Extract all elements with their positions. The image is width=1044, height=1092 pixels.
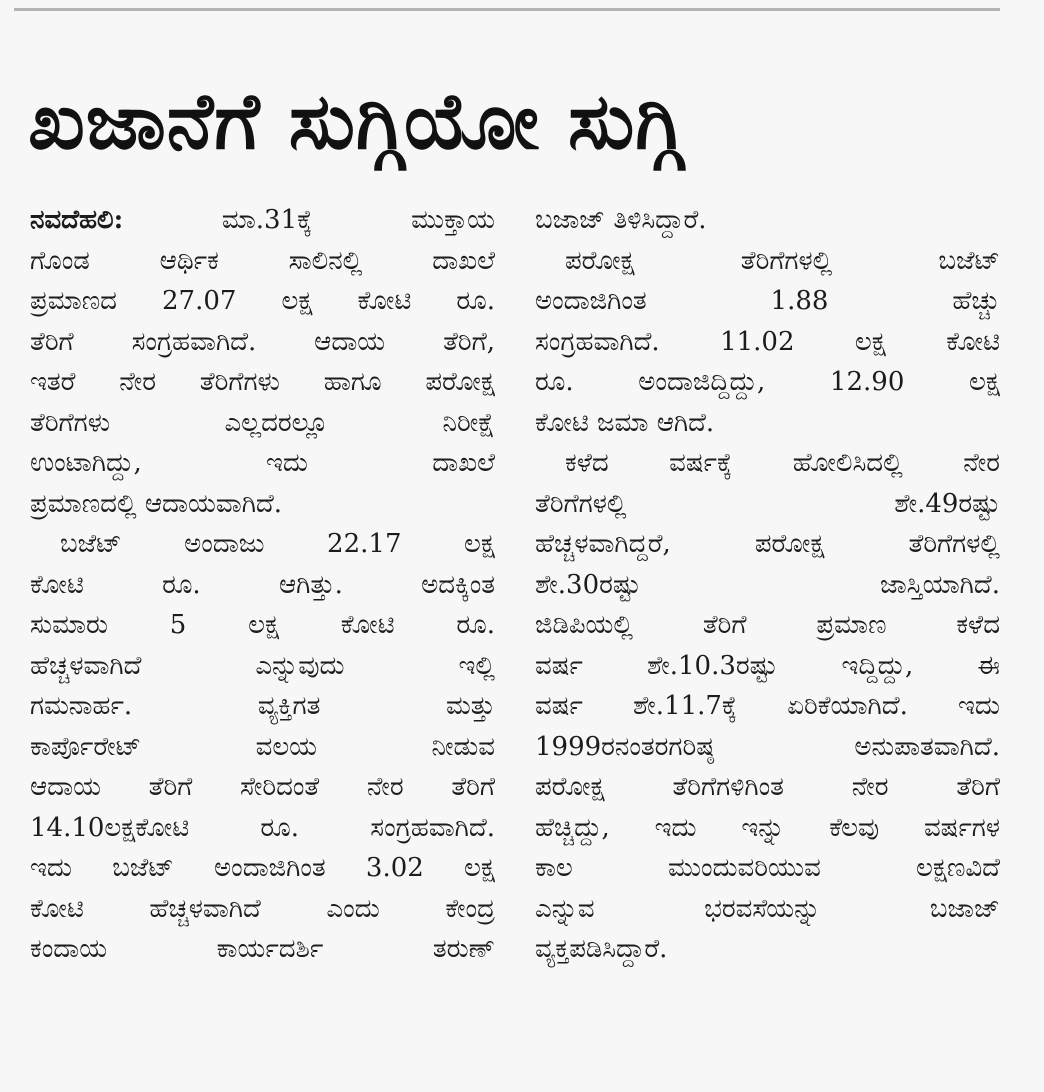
paragraph-line: ಉಂಟಾಗಿದ್ದು, ಇದು ದಾಖಲೆ <box>30 448 495 478</box>
paragraph-line <box>30 200 495 241</box>
paragraph-line: ಪ್ರಮಾಣದಲ್ಲಿ ಆದಾಯವಾಗಿದೆ. <box>30 488 283 519</box>
dateline-continuation: ಮಾ.31ಕ್ಕೆ ಮುಕ್ತಾಯ <box>123 205 495 235</box>
paragraph-line: ಕಂದಾಯ ಕಾರ್ಯದರ್ಶಿ ತರುಣ್ <box>30 934 495 964</box>
paragraph-line: ಅಂದಾಜಿಗಿಂತ 1.88 ಹೆಚ್ಚು <box>535 286 1000 316</box>
paragraph-line: ಕಾರ್ಪೊರೇಟ್ ವಲಯ ನೀಡುವ <box>30 731 495 762</box>
dateline: ನವದೆಹಲಿ: <box>30 205 124 235</box>
paragraph-line: ವ್ಯಕ್ತಪಡಿಸಿದ್ದಾರೆ. <box>535 934 668 964</box>
paragraph-line: 14.10ಲಕ್ಷಕೋಟಿ ರೂ. ಸಂಗ್ರಹವಾಗಿದೆ. <box>30 812 495 843</box>
paragraph-line: ತೆರಿಗೆಗಳು ಎಲ್ಲದರಲ್ಲೂ ನಿರೀಕ್ಷೆ <box>30 407 495 438</box>
paragraph-line: ಸಂಗ್ರಹವಾಗಿದೆ. 11.02 ಲಕ್ಷ ಕೋಟಿ <box>535 326 1000 357</box>
paragraph-line: ಆದಾಯ ತೆರಿಗೆ ಸೇರಿದಂತೆ ನೇರ ತೆರಿಗೆ <box>30 772 495 802</box>
paragraph-line: ಶೇ.30ರಷ್ಟು ಜಾಸ್ತಿಯಾಗಿದೆ. <box>535 569 1000 600</box>
paragraph-line: ಗಮನಾರ್ಹ. ವ್ಯಕ್ತಿಗತ ಮತ್ತು <box>30 691 495 721</box>
paragraph-line: ಇತರೆ ನೇರ ತೆರಿಗೆಗಳು ಹಾಗೂ ಪರೋಕ್ಷ <box>30 367 495 397</box>
paragraph-line: ವರ್ಷ ಶೇ.11.7ಕ್ಕೆ ಏರಿಕೆಯಾಗಿದೆ. ಇದು <box>535 691 1000 721</box>
paragraph-line: ತೆರಿಗೆಗಳಲ್ಲಿ ಶೇ.49ರಷ್ಟು <box>535 488 1000 519</box>
paragraph-line: ರೂ. ಅಂದಾಜಿದ್ದಿದ್ದು, 12.90 ಲಕ್ಷ <box>535 367 1000 397</box>
paragraph-line: ಪರೋಕ್ಷ ತೆರಿಗೆಗಳಿಗಿಂತ ನೇರ ತೆರಿಗೆ <box>535 772 1000 802</box>
paragraph-line: ಕಾಲ ಮುಂದುವರಿಯುವ ಲಕ್ಷಣವಿದೆ <box>535 853 1000 883</box>
paragraph-line: ಜಿಡಿಪಿಯಲ್ಲಿ ತೆರಿಗೆ ಪ್ರಮಾಣ ಕಳೆದ <box>535 610 1000 640</box>
paragraph-line: 1999ರನಂತರಗರಿಷ್ಠ ಅನುಪಾತವಾಗಿದೆ. <box>535 731 1000 762</box>
paragraph-line: ಕಳೆದ ವರ್ಷಕ್ಕೆ ಹೋಲಿಸಿದಲ್ಲಿ ನೇರ <box>565 448 1000 478</box>
paragraph-line: ಬಜೆಟ್ ಅಂದಾಜು 22.17 ಲಕ್ಷ <box>60 529 495 559</box>
paragraph-line: ಕೋಟಿ ಹೆಚ್ಚಳವಾಗಿದೆ ಎಂದು ಕೇಂದ್ರ <box>30 893 495 924</box>
paragraph-line: ಕೋಟಿ ಜಮಾ ಆಗಿದೆ. <box>535 407 715 438</box>
top-rule <box>14 8 1000 11</box>
paragraph-line: ಕೋಟಿ ರೂ. ಆಗಿತ್ತು. ಅದಕ್ಕಿಂತ <box>30 569 495 600</box>
right-column <box>535 200 1000 970</box>
paragraph-line: ತೆರಿಗೆ ಸಂಗ್ರಹವಾಗಿದೆ. ಆದಾಯ ತೆರಿಗೆ, <box>30 326 495 357</box>
paragraph-line: ಪ್ರಮಾಣದ 27.07 ಲಕ್ಷ ಕೋಟಿ ರೂ. <box>30 286 495 316</box>
paragraph-line: ಬಜಾಜ್ ತಿಳಿಸಿದ್ದಾರೆ. <box>535 205 707 235</box>
paragraph-line: ಹೆಚ್ಚಳವಾಗಿದೆ ಎನ್ನುವುದು ಇಲ್ಲಿ <box>30 650 495 681</box>
paragraph-line: ಸುಮಾರು 5 ಲಕ್ಷ ಕೋಟಿ ರೂ. <box>30 610 495 640</box>
paragraph-line: ಎನ್ನುವ ಭರವಸೆಯನ್ನು ಬಜಾಜ್ <box>535 893 1000 924</box>
article-body <box>0 200 1044 1080</box>
paragraph-line: ಪರೋಕ್ಷ ತೆರಿಗೆಗಳಲ್ಲಿ ಬಜೆಟ್ <box>565 245 1000 276</box>
paragraph-line: ವರ್ಷ ಶೇ.10.3ರಷ್ಟು ಇದ್ದಿದ್ದು, ಈ <box>535 650 1000 681</box>
paragraph-line: ಹೆಚ್ಚಳವಾಗಿದ್ದರೆ, ಪರೋಕ್ಷ ತೆರಿಗೆಗಳಲ್ಲಿ <box>535 529 1000 559</box>
paragraph-line: ಹೆಚ್ಚಿದ್ದು, ಇದು ಇನ್ನು ಕೆಲವು ವರ್ಷಗಳ <box>535 812 1000 843</box>
paragraph-line: ಗೊಂಡ ಆರ್ಥಿಕ ಸಾಲಿನಲ್ಲಿ ದಾಖಲೆ <box>30 245 495 276</box>
left-column <box>30 200 495 970</box>
headline: ಖಜಾನೆಗೆ ಸುಗ್ಗಿಯೋ ಸುಗ್ಗಿ <box>28 77 684 167</box>
paragraph-line: ಇದು ಬಜೆಟ್ ಅಂದಾಜಿಗಿಂತ 3.02 ಲಕ್ಷ <box>30 853 495 883</box>
